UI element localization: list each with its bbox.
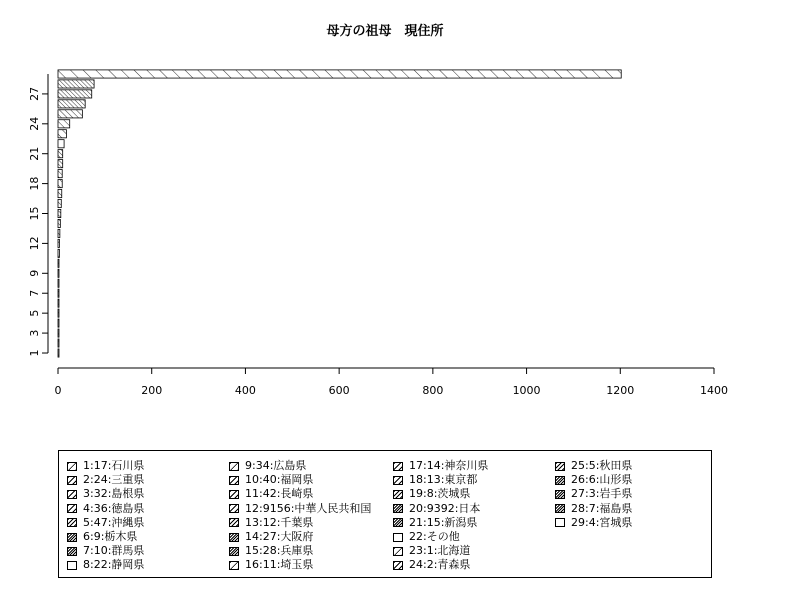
legend-label: 19:8:茨城県 xyxy=(409,487,471,501)
bar-9 xyxy=(58,269,59,277)
bar-14 xyxy=(58,219,60,227)
legend-entry xyxy=(229,558,313,572)
legend-swatch xyxy=(67,533,77,542)
legend-swatch xyxy=(555,476,565,485)
legend-entry xyxy=(393,502,480,516)
legend-entry xyxy=(393,473,477,487)
legend-entry xyxy=(229,516,313,530)
legend-swatch xyxy=(229,518,239,527)
legend-swatch xyxy=(393,462,403,471)
legend-label: 18:13:東京都 xyxy=(409,473,478,487)
bar-28 xyxy=(58,80,94,88)
x-tick-label-1000: 1000 xyxy=(512,384,541,397)
legend-entry xyxy=(229,487,313,501)
x-tick-label-1200: 1200 xyxy=(606,384,635,397)
legend-entry xyxy=(229,530,313,544)
x-tick-label-800: 800 xyxy=(422,384,444,397)
bar-10 xyxy=(58,259,59,267)
legend-entry xyxy=(67,544,144,558)
y-tick-label-27: 27 xyxy=(28,86,41,101)
legend-swatch xyxy=(229,476,239,485)
legend-entry xyxy=(555,487,632,501)
legend-swatch xyxy=(67,462,77,471)
x-tick-label-200: 200 xyxy=(141,384,163,397)
bar-12 xyxy=(58,239,59,247)
bar-2 xyxy=(58,339,59,347)
bar-23 xyxy=(58,130,66,138)
x-tick-label-1400: 1400 xyxy=(700,384,728,397)
legend-label: 16:11:埼玉県 xyxy=(245,558,314,572)
legend-label: 25:5:秋田県 xyxy=(571,459,633,472)
bar-21 xyxy=(58,150,63,158)
y-tick-label-3: 3 xyxy=(28,329,41,337)
legend-swatch xyxy=(393,518,403,527)
legend-label: 5:47:沖縄県 xyxy=(83,515,145,529)
x-tick-label-0: 0 xyxy=(54,384,62,397)
legend-label: 10:40:福岡県 xyxy=(245,473,314,487)
legend-entry xyxy=(393,487,470,501)
legend-swatch xyxy=(67,476,77,485)
bar-15 xyxy=(58,209,61,217)
legend-swatch xyxy=(229,462,239,471)
bar-6 xyxy=(58,299,59,307)
legend-label: 26:6:山形県 xyxy=(571,473,633,487)
bar-4 xyxy=(58,319,59,327)
y-tick-label-24: 24 xyxy=(28,116,41,131)
legend-swatch xyxy=(67,561,77,570)
bar-13 xyxy=(58,229,60,237)
legend-entry xyxy=(67,530,137,544)
legend-swatch xyxy=(393,476,403,485)
bar-1 xyxy=(58,349,59,357)
chart-title: 母方の祖母 現住所 xyxy=(326,24,444,39)
legend-label: 11:42:長崎県 xyxy=(245,487,314,501)
legend-swatch xyxy=(393,490,403,499)
x-tick-label-400: 400 xyxy=(234,384,256,397)
legend-swatch xyxy=(393,504,403,513)
legend-swatch xyxy=(229,490,239,499)
y-tick-label-21: 21 xyxy=(28,146,41,161)
y-tick-label-1: 1 xyxy=(28,349,41,357)
legend-swatch xyxy=(67,518,77,527)
y-tick-label-12: 12 xyxy=(28,236,41,251)
legend-swatch xyxy=(67,547,77,556)
legend-entry xyxy=(393,516,477,530)
bar-29 xyxy=(58,70,621,78)
legend-entry xyxy=(555,502,632,516)
legend-entry xyxy=(393,558,470,572)
legend-label: 28:7:福島県 xyxy=(571,501,633,515)
legend-entry xyxy=(67,558,144,572)
bar-3 xyxy=(58,329,59,337)
bar-8 xyxy=(58,279,59,287)
legend-label: 13:12:千葉県 xyxy=(245,515,314,529)
legend-entry xyxy=(555,473,632,487)
legend-swatch xyxy=(555,518,565,527)
bar-27 xyxy=(58,90,92,98)
legend-swatch xyxy=(229,533,239,542)
y-tick-label-18: 18 xyxy=(28,176,41,191)
legend-label: 9:34:広島県 xyxy=(245,459,307,472)
legend-swatch xyxy=(229,504,239,513)
y-tick-label-5: 5 xyxy=(28,309,41,317)
legend-entry xyxy=(229,544,313,558)
legend-label: 3:32:島根県 xyxy=(83,487,145,501)
legend-entry xyxy=(555,459,632,473)
legend-swatch xyxy=(229,561,239,570)
legend-label: 14:27:大阪府 xyxy=(245,530,314,543)
legend-entry xyxy=(67,473,144,487)
legend-label: 24:2:青森県 xyxy=(409,558,471,572)
legend-entry xyxy=(67,516,144,530)
legend-swatch xyxy=(393,547,403,556)
legend-label: 4:36:徳島県 xyxy=(83,501,145,515)
y-tick-label-15: 15 xyxy=(28,206,41,221)
legend-label: 12:9156:中華人民共和国 xyxy=(245,501,372,515)
bar-25 xyxy=(58,110,82,118)
legend-entry xyxy=(393,459,488,473)
bar-18 xyxy=(58,180,62,188)
bar-22 xyxy=(58,140,64,148)
bar-11 xyxy=(58,249,59,257)
legend-label: 1:17:石川県 xyxy=(83,459,145,472)
y-tick-label-7: 7 xyxy=(28,289,41,297)
legend-label: 7:10:群馬県 xyxy=(83,544,145,558)
bar-19 xyxy=(58,170,62,178)
bar-24 xyxy=(58,120,70,128)
legend xyxy=(58,450,712,578)
legend-swatch xyxy=(67,504,77,513)
legend-swatch xyxy=(393,561,403,570)
bar-7 xyxy=(58,289,59,297)
legend-swatch xyxy=(555,504,565,513)
legend-label: 29:4:宮城県 xyxy=(571,515,633,529)
bar-5 xyxy=(58,309,59,317)
legend-swatch xyxy=(555,462,565,471)
legend-swatch xyxy=(555,490,565,499)
legend-label: 8:22:静岡県 xyxy=(83,558,145,572)
bar-16 xyxy=(58,199,61,207)
legend-label: 15:28:兵庫県 xyxy=(245,544,314,558)
legend-label: 2:24:三重県 xyxy=(83,473,145,487)
bar-26 xyxy=(58,100,85,108)
legend-entry xyxy=(229,459,306,473)
legend-entry xyxy=(67,487,144,501)
legend-label: 27:3:岩手県 xyxy=(571,487,633,501)
legend-entry xyxy=(229,473,313,487)
legend-swatch xyxy=(229,547,239,556)
legend-swatch xyxy=(67,490,77,499)
legend-entry xyxy=(229,502,371,516)
legend-entry xyxy=(555,516,632,530)
legend-label: 20:9392:日本 xyxy=(409,501,481,515)
legend-entry xyxy=(393,544,470,558)
legend-swatch xyxy=(393,533,403,542)
legend-label: 22:その他 xyxy=(409,530,460,543)
legend-entry xyxy=(67,502,144,516)
legend-entry xyxy=(67,459,144,473)
legend-entry xyxy=(393,530,460,544)
legend-label: 6:9:栃木県 xyxy=(83,530,138,543)
x-tick-label-600: 600 xyxy=(328,384,350,397)
y-tick-label-9: 9 xyxy=(28,269,41,277)
bar-20 xyxy=(58,160,63,168)
legend-label: 21:15:新潟県 xyxy=(409,515,478,529)
legend-label: 17:14:神奈川県 xyxy=(409,459,489,472)
bar-17 xyxy=(58,189,62,197)
legend-label: 23:1:北海道 xyxy=(409,544,471,558)
